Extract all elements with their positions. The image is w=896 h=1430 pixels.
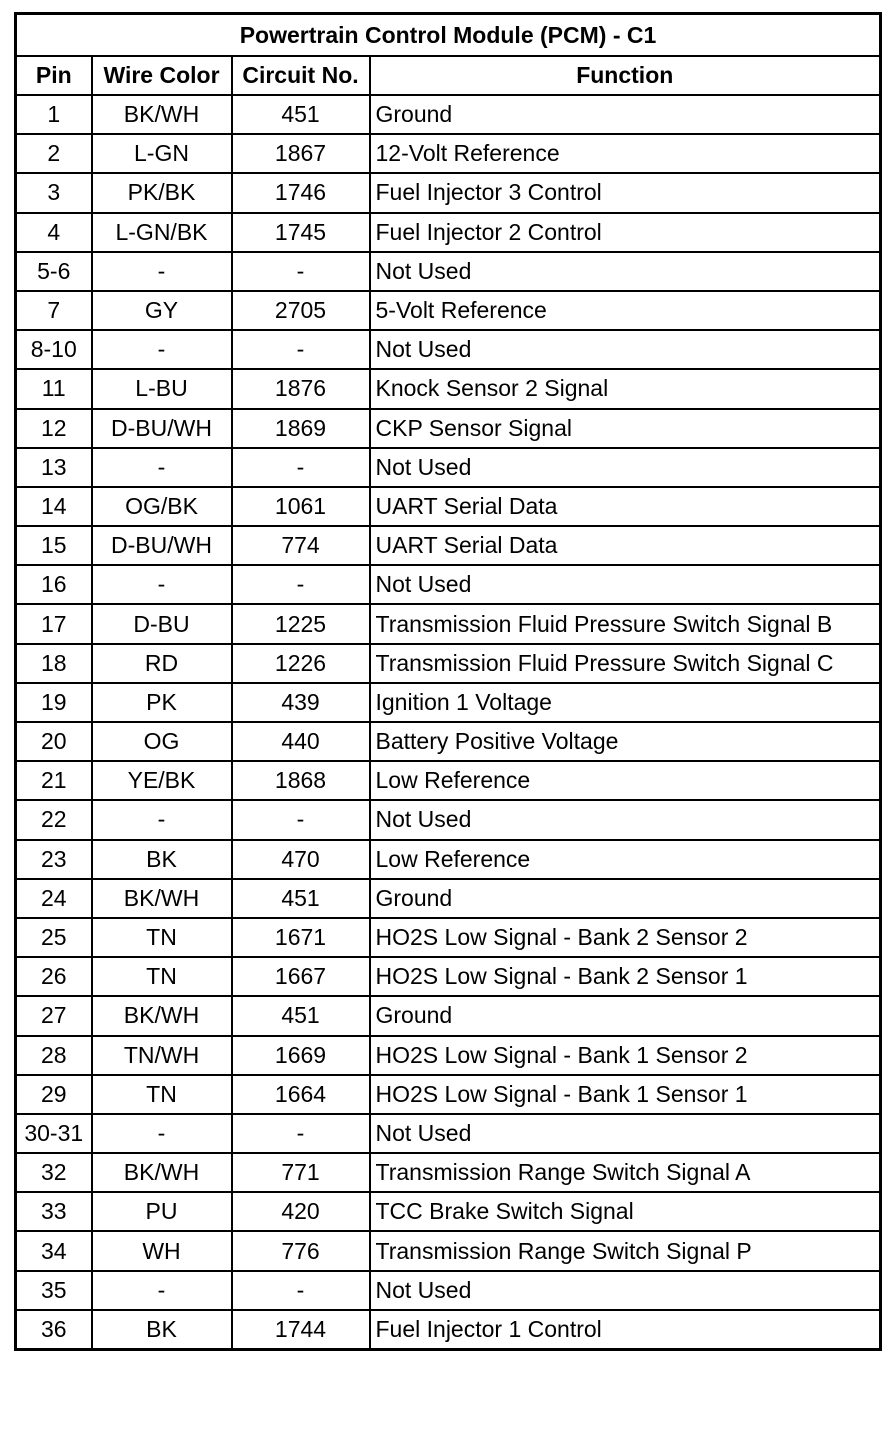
circuit-no-cell: 440 xyxy=(232,722,370,761)
pin-cell: 11 xyxy=(16,369,92,408)
circuit-no-cell: 1225 xyxy=(232,604,370,643)
wire-color-cell: - xyxy=(92,252,232,291)
table-row xyxy=(16,95,881,134)
table-row xyxy=(16,1036,881,1075)
function-cell: HO2S Low Signal - Bank 2 Sensor 1 xyxy=(370,957,881,996)
function-cell: Fuel Injector 2 Control xyxy=(370,213,881,252)
wire-color-cell: TN xyxy=(92,1075,232,1114)
function-cell: Knock Sensor 2 Signal xyxy=(370,369,881,408)
table-row xyxy=(16,761,881,800)
table-row xyxy=(16,1114,881,1153)
function-cell: TCC Brake Switch Signal xyxy=(370,1192,881,1231)
table-header-row xyxy=(16,56,881,95)
pin-cell: 28 xyxy=(16,1036,92,1075)
circuit-no-cell: 451 xyxy=(232,879,370,918)
pin-cell: 23 xyxy=(16,840,92,879)
table-row xyxy=(16,1192,881,1231)
pin-cell: 16 xyxy=(16,565,92,604)
wire-color-cell: - xyxy=(92,1271,232,1310)
wire-color-cell: - xyxy=(92,800,232,839)
pin-cell: 22 xyxy=(16,800,92,839)
pin-cell: 24 xyxy=(16,879,92,918)
function-cell: UART Serial Data xyxy=(370,526,881,565)
wire-color-cell: L-GN/BK xyxy=(92,213,232,252)
circuit-no-cell: 776 xyxy=(232,1231,370,1270)
pin-cell: 33 xyxy=(16,1192,92,1231)
function-cell: Not Used xyxy=(370,448,881,487)
table-row xyxy=(16,644,881,683)
pcm-connector-sheet xyxy=(14,12,882,1351)
function-cell: Battery Positive Voltage xyxy=(370,722,881,761)
circuit-no-cell: 1876 xyxy=(232,369,370,408)
pin-cell: 27 xyxy=(16,996,92,1035)
pin-cell: 3 xyxy=(16,173,92,212)
wire-color-cell: BK/WH xyxy=(92,1153,232,1192)
pin-cell: 29 xyxy=(16,1075,92,1114)
table-row xyxy=(16,683,881,722)
pin-cell: 18 xyxy=(16,644,92,683)
circuit-no-cell: - xyxy=(232,800,370,839)
circuit-no-cell: 1061 xyxy=(232,487,370,526)
function-cell: Transmission Fluid Pressure Switch Signal C xyxy=(370,644,881,683)
function-cell: Fuel Injector 3 Control xyxy=(370,173,881,212)
circuit-no-cell: 1744 xyxy=(232,1310,370,1350)
table-row xyxy=(16,134,881,173)
table-body xyxy=(16,95,881,1350)
circuit-no-cell: - xyxy=(232,565,370,604)
function-cell: Not Used xyxy=(370,800,881,839)
table-row xyxy=(16,957,881,996)
table-row xyxy=(16,840,881,879)
circuit-no-cell: 451 xyxy=(232,95,370,134)
wire-color-cell: BK/WH xyxy=(92,879,232,918)
table-title: Powertrain Control Module (PCM) - C1 xyxy=(16,14,881,57)
function-cell: Ground xyxy=(370,879,881,918)
wire-color-cell: YE/BK xyxy=(92,761,232,800)
table-row xyxy=(16,409,881,448)
wire-color-cell: D-BU/WH xyxy=(92,409,232,448)
function-cell: Not Used xyxy=(370,1114,881,1153)
wire-color-cell: - xyxy=(92,565,232,604)
wire-color-cell: TN/WH xyxy=(92,1036,232,1075)
pin-cell: 30-31 xyxy=(16,1114,92,1153)
pin-cell: 4 xyxy=(16,213,92,252)
function-cell: Ignition 1 Voltage xyxy=(370,683,881,722)
function-cell: Not Used xyxy=(370,565,881,604)
pin-cell: 7 xyxy=(16,291,92,330)
wire-color-cell: RD xyxy=(92,644,232,683)
circuit-no-cell: 2705 xyxy=(232,291,370,330)
table-row xyxy=(16,879,881,918)
circuit-no-cell: 1746 xyxy=(232,173,370,212)
circuit-no-cell: 771 xyxy=(232,1153,370,1192)
table-row xyxy=(16,918,881,957)
header-pin: Pin xyxy=(16,56,92,95)
table-row xyxy=(16,173,881,212)
circuit-no-cell: 420 xyxy=(232,1192,370,1231)
pin-cell: 12 xyxy=(16,409,92,448)
circuit-no-cell: - xyxy=(232,448,370,487)
pin-cell: 34 xyxy=(16,1231,92,1270)
table-row xyxy=(16,330,881,369)
circuit-no-cell: 1226 xyxy=(232,644,370,683)
wire-color-cell: L-GN xyxy=(92,134,232,173)
table-row xyxy=(16,800,881,839)
table-row xyxy=(16,526,881,565)
wire-color-cell: - xyxy=(92,1114,232,1153)
function-cell: Fuel Injector 1 Control xyxy=(370,1310,881,1350)
wire-color-cell: OG/BK xyxy=(92,487,232,526)
wire-color-cell: PK/BK xyxy=(92,173,232,212)
function-cell: HO2S Low Signal - Bank 1 Sensor 2 xyxy=(370,1036,881,1075)
function-cell: CKP Sensor Signal xyxy=(370,409,881,448)
function-cell: Not Used xyxy=(370,330,881,369)
pin-cell: 25 xyxy=(16,918,92,957)
header-wire-color: Wire Color xyxy=(92,56,232,95)
function-cell: Transmission Fluid Pressure Switch Signal B xyxy=(370,604,881,643)
function-cell: UART Serial Data xyxy=(370,487,881,526)
wire-color-cell: TN xyxy=(92,957,232,996)
pin-cell: 19 xyxy=(16,683,92,722)
header-circuit-no: Circuit No. xyxy=(232,56,370,95)
function-cell: HO2S Low Signal - Bank 2 Sensor 2 xyxy=(370,918,881,957)
function-cell: Not Used xyxy=(370,1271,881,1310)
table-row xyxy=(16,291,881,330)
table-row xyxy=(16,604,881,643)
table-title-row xyxy=(16,14,881,57)
pinout-table xyxy=(14,12,882,1351)
circuit-no-cell: - xyxy=(232,252,370,291)
header-function: Function xyxy=(370,56,881,95)
table-row xyxy=(16,565,881,604)
circuit-no-cell: 1664 xyxy=(232,1075,370,1114)
circuit-no-cell: 470 xyxy=(232,840,370,879)
function-cell: Not Used xyxy=(370,252,881,291)
pin-cell: 21 xyxy=(16,761,92,800)
circuit-no-cell: 439 xyxy=(232,683,370,722)
circuit-no-cell: - xyxy=(232,330,370,369)
table-row xyxy=(16,722,881,761)
table-row xyxy=(16,1231,881,1270)
table-row xyxy=(16,487,881,526)
wire-color-cell: BK/WH xyxy=(92,95,232,134)
table-row xyxy=(16,1075,881,1114)
pin-cell: 35 xyxy=(16,1271,92,1310)
function-cell: 5-Volt Reference xyxy=(370,291,881,330)
wire-color-cell: WH xyxy=(92,1231,232,1270)
wire-color-cell: L-BU xyxy=(92,369,232,408)
function-cell: Ground xyxy=(370,95,881,134)
pin-cell: 13 xyxy=(16,448,92,487)
pin-cell: 20 xyxy=(16,722,92,761)
pin-cell: 14 xyxy=(16,487,92,526)
circuit-no-cell: 451 xyxy=(232,996,370,1035)
wire-color-cell: TN xyxy=(92,918,232,957)
wire-color-cell: BK xyxy=(92,840,232,879)
table-row xyxy=(16,369,881,408)
wire-color-cell: D-BU xyxy=(92,604,232,643)
function-cell: Low Reference xyxy=(370,761,881,800)
function-cell: Transmission Range Switch Signal A xyxy=(370,1153,881,1192)
wire-color-cell: BK xyxy=(92,1310,232,1350)
table-row xyxy=(16,1153,881,1192)
wire-color-cell: OG xyxy=(92,722,232,761)
circuit-no-cell: 1869 xyxy=(232,409,370,448)
wire-color-cell: PU xyxy=(92,1192,232,1231)
function-cell: Low Reference xyxy=(370,840,881,879)
circuit-no-cell: - xyxy=(232,1114,370,1153)
table-row xyxy=(16,252,881,291)
table-row xyxy=(16,213,881,252)
pin-cell: 17 xyxy=(16,604,92,643)
function-cell: HO2S Low Signal - Bank 1 Sensor 1 xyxy=(370,1075,881,1114)
circuit-no-cell: - xyxy=(232,1271,370,1310)
wire-color-cell: PK xyxy=(92,683,232,722)
circuit-no-cell: 1745 xyxy=(232,213,370,252)
table-row xyxy=(16,448,881,487)
circuit-no-cell: 1667 xyxy=(232,957,370,996)
function-cell: 12-Volt Reference xyxy=(370,134,881,173)
circuit-no-cell: 774 xyxy=(232,526,370,565)
table-row xyxy=(16,1310,881,1350)
pin-cell: 1 xyxy=(16,95,92,134)
circuit-no-cell: 1669 xyxy=(232,1036,370,1075)
pin-cell: 36 xyxy=(16,1310,92,1350)
pin-cell: 2 xyxy=(16,134,92,173)
pin-cell: 26 xyxy=(16,957,92,996)
pin-cell: 32 xyxy=(16,1153,92,1192)
wire-color-cell: GY xyxy=(92,291,232,330)
wire-color-cell: D-BU/WH xyxy=(92,526,232,565)
function-cell: Ground xyxy=(370,996,881,1035)
circuit-no-cell: 1867 xyxy=(232,134,370,173)
wire-color-cell: - xyxy=(92,330,232,369)
pin-cell: 15 xyxy=(16,526,92,565)
pin-cell: 8-10 xyxy=(16,330,92,369)
wire-color-cell: BK/WH xyxy=(92,996,232,1035)
function-cell: Transmission Range Switch Signal P xyxy=(370,1231,881,1270)
table-row xyxy=(16,996,881,1035)
table-row xyxy=(16,1271,881,1310)
circuit-no-cell: 1868 xyxy=(232,761,370,800)
wire-color-cell: - xyxy=(92,448,232,487)
circuit-no-cell: 1671 xyxy=(232,918,370,957)
pin-cell: 5-6 xyxy=(16,252,92,291)
